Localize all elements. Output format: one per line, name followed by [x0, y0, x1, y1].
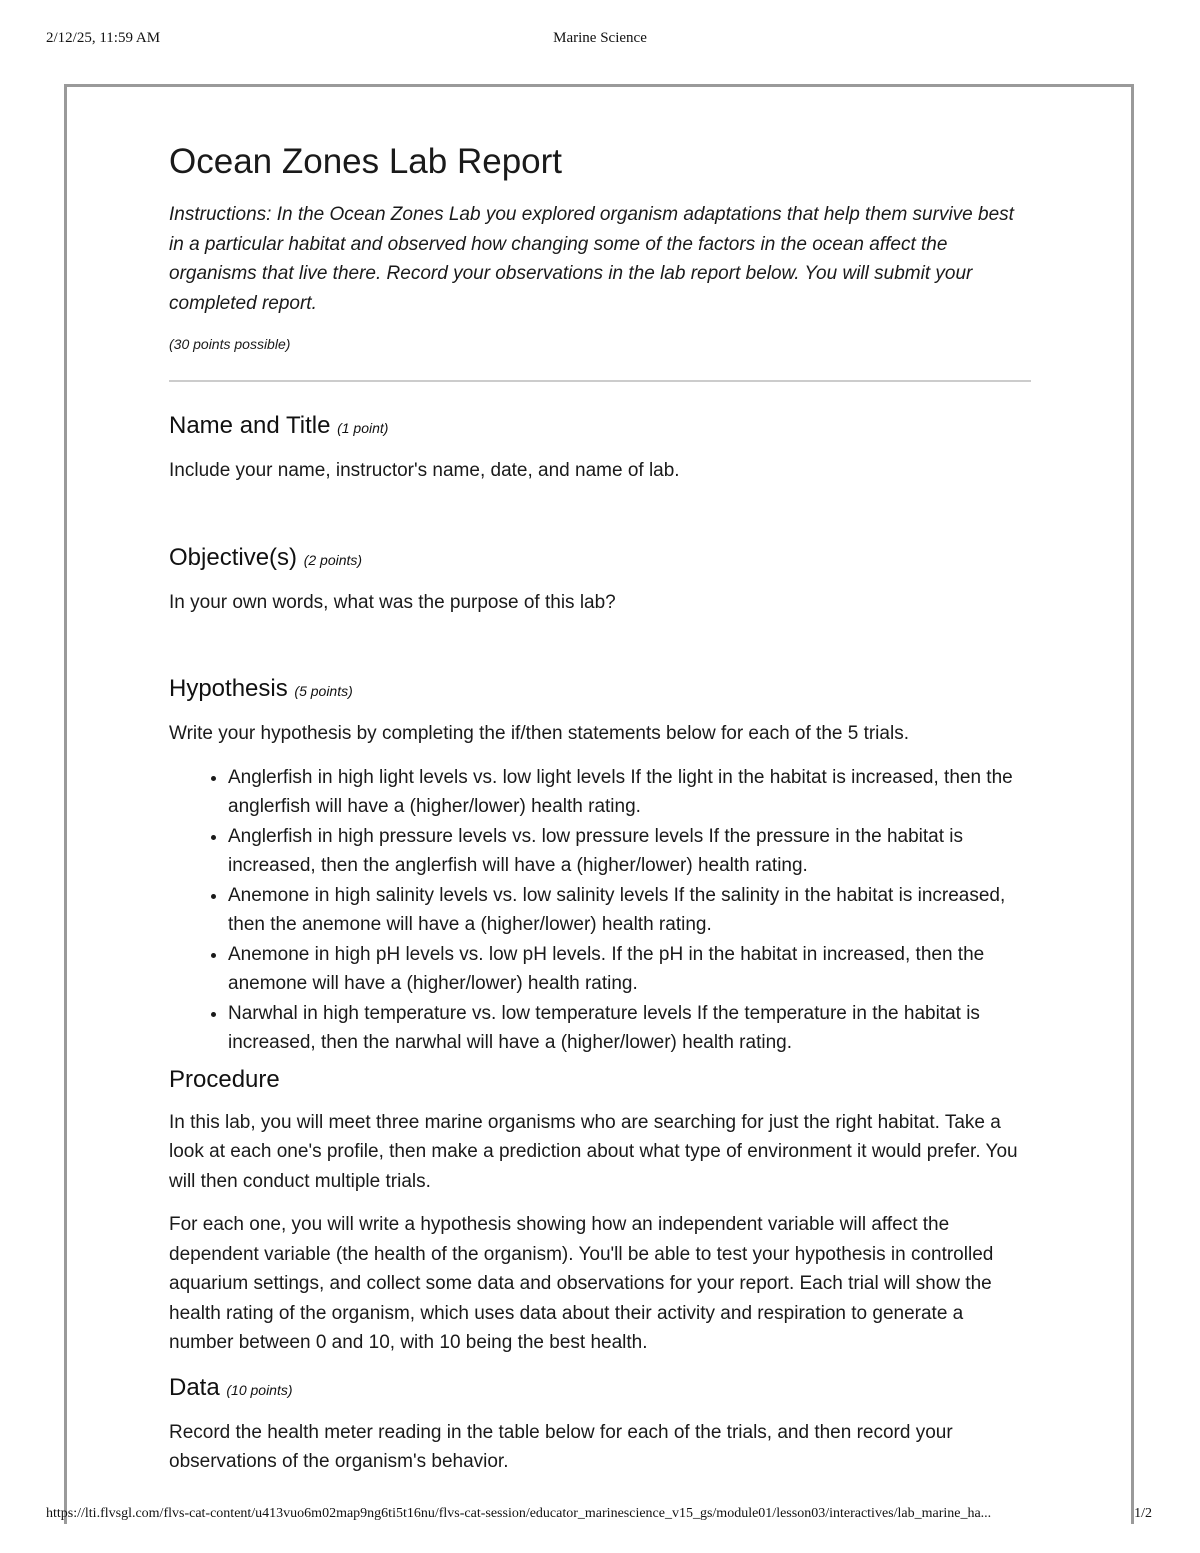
section-name-title [169, 410, 1031, 486]
section-heading [169, 410, 1031, 444]
print-title: Marine Science [553, 30, 647, 46]
section-heading [169, 1372, 1031, 1406]
points-label: (2 points) [303, 551, 363, 568]
points-label: (10 points) [226, 1381, 293, 1398]
print-datetime: 2/12/25, 11:59 AM [46, 30, 161, 46]
section-paragraph: In this lab, you will meet three marine organisms who are searching for just the right habitat. Take a look at each one's profile, then make a prediction about what type of environment it would prefer. You will then conduct multiple trials. [169, 1111, 1018, 1192]
section-data [169, 1372, 1031, 1477]
print-header [0, 30, 1200, 50]
lab-report [169, 140, 1031, 1491]
list-item: • Anemone in high salinity levels vs. low salinity levels If the salinity in the habitat is increased, then the anemone will have a (higher/lower) health rating. [228, 881, 1031, 940]
section-heading [169, 542, 1031, 576]
list-item: • Narwhal in high temperature vs. low temperature levels If the temperature in the habitat is increased, then the narwhal will have a (higher/lower) health rating. [228, 999, 1031, 1058]
divider [169, 380, 1031, 382]
print-url: https://lti.flvsgl.com/flvs-cat-content/u413vuo6m02map9ng6ti5t16nu/flvs-cat-session/educator_marinescience_v15_gs/module01/lesson03/interactives/lab_marine_ha... [46, 1506, 992, 1521]
section-procedure [169, 1064, 1031, 1358]
page-number: 1/2 [1134, 1506, 1152, 1521]
section-text: Include your name, instructor's name, date, and name of lab. [169, 460, 680, 481]
heading-text: Data [169, 1373, 220, 1401]
list-item: • Anemone in high pH levels vs. low pH levels. If the pH in the habitat in increased, then the anemone will have a (higher/lower) health rating. [228, 940, 1031, 999]
points-possible: (30 points possible) [169, 336, 291, 352]
list-item: • Anglerfish in high light levels vs. low light levels If the light in the habitat is increased, then the anglerfish will have a (higher/lower) health rating. [228, 763, 1031, 822]
section-heading: Procedure [169, 1065, 280, 1093]
points-label: (1 point) [337, 420, 389, 436]
section-text: Write your hypothesis by completing the if/then statements below for each of the 5 trials. [169, 723, 909, 744]
list-item: • Anglerfish in high pressure levels vs. low pressure levels If the pressure in the habitat is increased, then the anglerfish will have a (higher/lower) health rating. [228, 822, 1031, 881]
heading-text: Name and Title [169, 412, 331, 439]
section-objectives [169, 542, 1031, 618]
section-text: Record the health meter reading in the table below for each of the trials, and then record your observations of the organism's behavior. [169, 1421, 953, 1472]
hypothesis-list [169, 763, 1031, 1058]
section-hypothesis [169, 673, 1031, 1058]
page-title: Ocean Zones Lab Report [169, 142, 563, 181]
points-label: (5 points) [294, 683, 353, 699]
section-heading [169, 673, 1031, 707]
section-text: In your own words, what was the purpose of this lab? [169, 591, 616, 613]
heading-text: Objective(s) [169, 543, 298, 571]
heading-text: Hypothesis [169, 675, 288, 702]
section-paragraph: For each one, you will write a hypothesis showing how an independent variable will affect the dependent variable (the health of the organism). You'll be able to test your hypothesis in controlled aquarium settings, and collect some data and observations for your report. Each trial will show the health rating of the organism, which uses data about their activity and respiration to generate a number between 0 and 10, with 10 being the best health. [169, 1214, 994, 1353]
print-footer [0, 1506, 1200, 1526]
instructions-text: Instructions: In the Ocean Zones Lab you explored organism adaptations that help them survive best in a particular habitat and observed how changing some of the factors in the ocean affect the organisms that live there. Record your observations in the lab report below. You will submit your completed report. [169, 204, 1014, 314]
